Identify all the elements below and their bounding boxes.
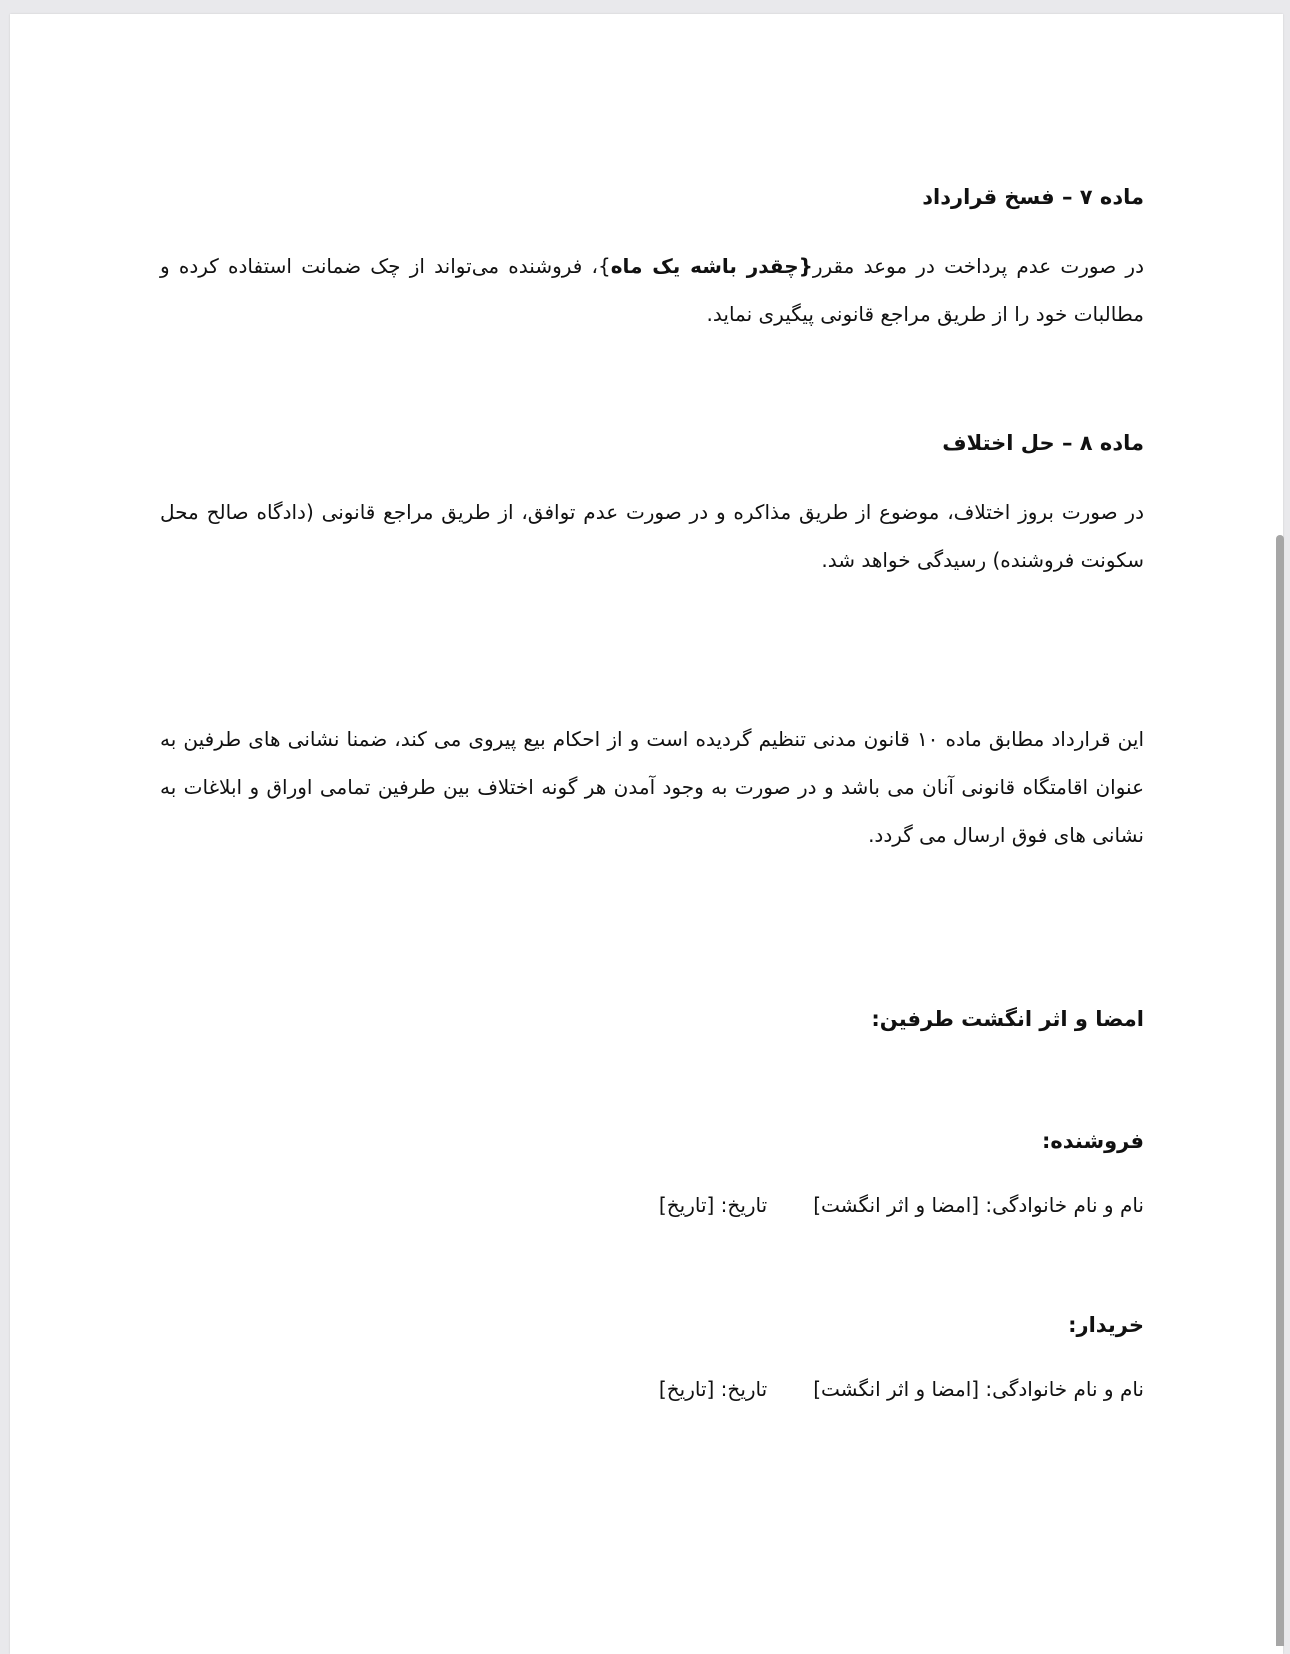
article-7-heading: ماده ۷ – فسخ قرارداد — [922, 185, 1144, 209]
buyer-signature-line — [160, 1374, 1144, 1404]
buyer-label: خریدار: — [1068, 1313, 1144, 1337]
closing-paragraph: این قرارداد مطابق ماده ۱۰ قانون مدنی تنظیم گردیده است و از احکام بیع پیروی می کند، ضمنا نشانی های طرفین به عنوان اقامتگاه قانونی آنان می باشد و در صورت به وجود آمدن هر گونه اختلاف بین طرفین تمامی اوراق و ابلاغات به نشانی های فوق ارسال می گردد. — [160, 727, 1145, 847]
seller-label: فروشنده: — [1041, 1129, 1144, 1153]
signatures-heading: امضا و اثر انگشت طرفین: — [871, 1007, 1144, 1031]
article-7-bold-close: } — [598, 254, 611, 278]
buyer-date-field: تاریخ: [تاریخ] — [658, 1377, 768, 1401]
seller-name-field: نام و نام خانوادگی: [امضا و اثر انگشت] — [813, 1193, 1144, 1217]
seller-signature-line — [160, 1190, 1144, 1220]
article-7-placeholder: چقدر باشه یک ماه — [610, 254, 799, 278]
article-8-heading: ماده ۸ – حل اختلاف — [942, 431, 1144, 455]
scrollbar-thumb[interactable] — [1276, 535, 1284, 1646]
buyer-name-field: نام و نام خانوادگی: [امضا و اثر انگشت] — [813, 1377, 1144, 1401]
document-page — [10, 14, 1283, 1654]
article-8-text: در صورت بروز اختلاف، موضوع از طریق مذاکره و در صورت عدم توافق، از طریق مراجع قانونی (دادگاه صالح محل سکونت فروشنده) رسیدگی خواهد شد. — [160, 500, 1144, 572]
article-7-text-after: ، فروشنده می‌تواند از چک ضمانت استفاده کرده و مطالبات خود را از طریق مراجع قانونی پیگیری نماید. — [160, 254, 1144, 326]
seller-date-field: تاریخ: [تاریخ] — [658, 1193, 768, 1217]
vertical-scrollbar[interactable] — [1276, 14, 1284, 1646]
article-7-text — [160, 242, 1144, 338]
article-7-text-before: در صورت عدم پرداخت در موعد مقرر — [812, 254, 1144, 278]
article-7-bold-open: { — [798, 254, 813, 278]
